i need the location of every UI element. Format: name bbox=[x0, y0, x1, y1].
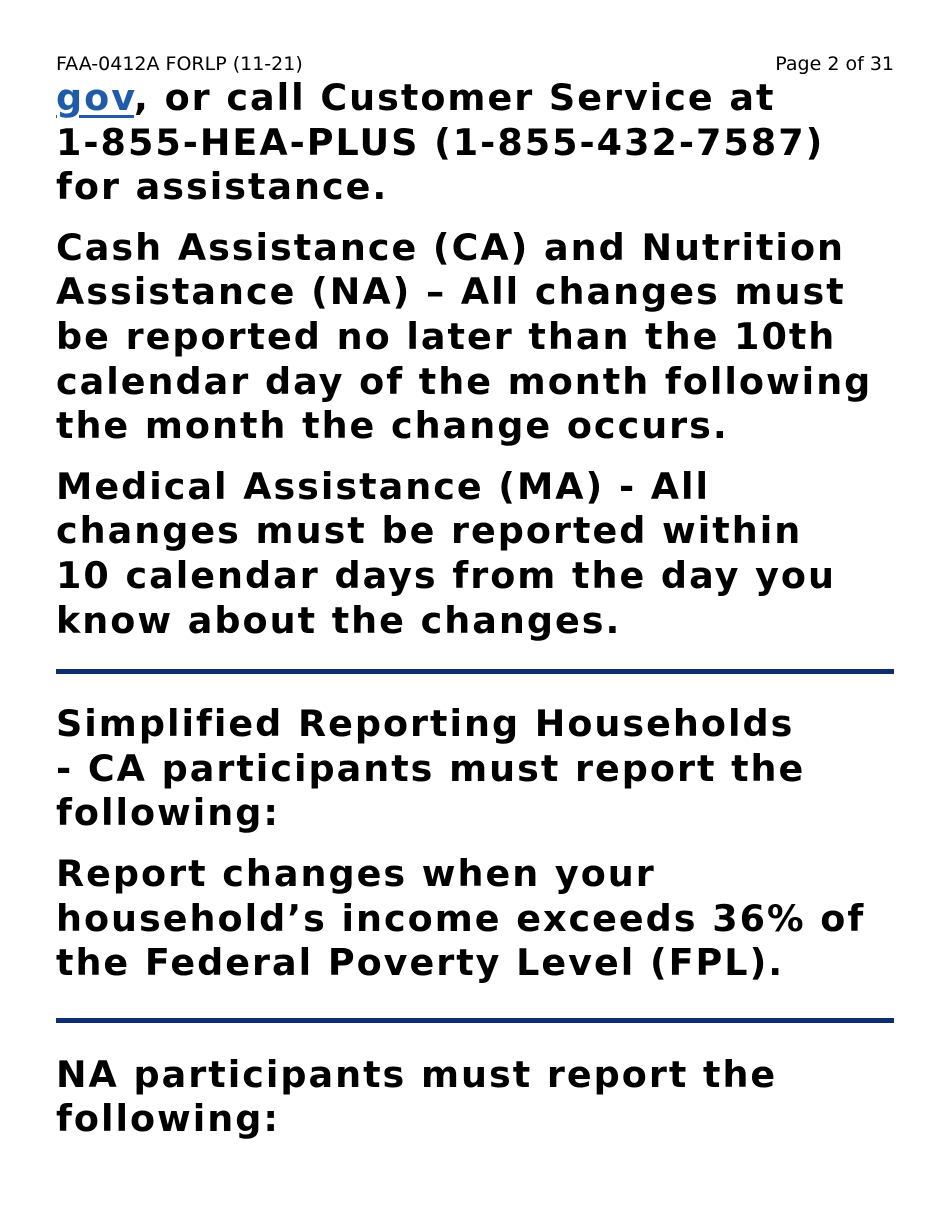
page-number: Page 2 of 31 bbox=[775, 53, 894, 75]
income-report-paragraph: Report changes when your household’s income exceeds 36% of the Federal Poverty Level (FPL). bbox=[56, 851, 866, 985]
contact-paragraph bbox=[56, 76, 896, 210]
ma-paragraph: Medical Assistance (MA) - All changes must be reported within 10 calendar days from the day you know about the changes. bbox=[56, 464, 836, 642]
na-participants-heading: NA participants must report the following: bbox=[56, 1052, 778, 1141]
section-divider bbox=[56, 669, 894, 674]
contact-line-2: 1-855-HEA-PLUS (1-855-432-7587) for assistance. bbox=[56, 120, 825, 209]
document-body bbox=[56, 76, 896, 1142]
contact-line-1: , or call Customer Service at bbox=[134, 76, 776, 119]
page-header bbox=[56, 52, 894, 76]
form-id: FAA-0412A FORLP (11-21) bbox=[56, 53, 303, 75]
ca-na-paragraph: Cash Assistance (CA) and Nutrition Assistance (NA) – All changes must be reported no later than the 10th calendar day of the month following the month the change occurs. bbox=[56, 225, 873, 448]
website-link[interactable]: gov bbox=[56, 76, 135, 119]
simplified-reporting-heading: Simplified Reporting Households - CA participants must report the following: bbox=[56, 702, 806, 835]
section-divider bbox=[56, 1018, 894, 1023]
